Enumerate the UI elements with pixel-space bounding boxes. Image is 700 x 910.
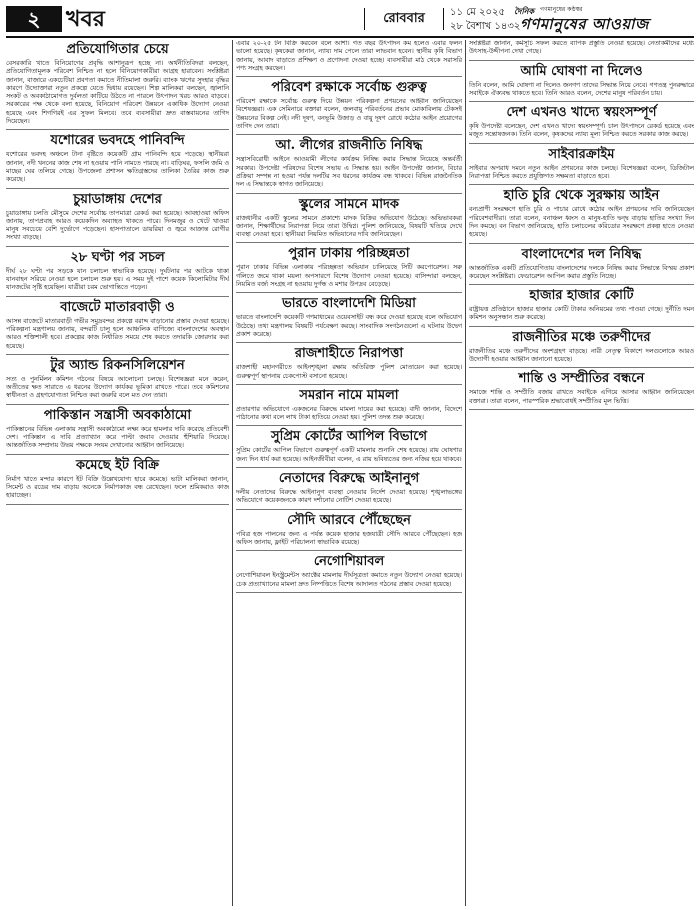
column-divider — [232, 40, 233, 906]
article — [236, 296, 462, 343]
article — [236, 197, 462, 244]
article-headline: স্কুলের সামনে মাদক — [299, 196, 399, 212]
article-body: রাজশাহী মহানগরীতে আইনশৃঙ্খলা রক্ষায় অতিরিক্ত পুলিশ মোতায়েন করা হয়েছে। গুরুত্বপূর্ণ স্থাপনায় চেকপোস্ট বসানো হয়েছে। — [236, 364, 462, 380]
article-body: নেগোশিয়াবল ইনস্ট্রুমেন্টস অ্যাক্টের মামলায় দীর্ঘসূত্রতা কমাতে নতুন উদ্যোগ নেওয়া হয়েছে। চেক প্রত্যাখ্যানের মামলা দ্রুত নিষ্পত্তিতে বিশেষ আদালত গঠনের প্রস্তাব দেওয়া হয়েছে। — [236, 572, 462, 588]
article-headline: আমি ঘোষণা না দিলেও — [520, 63, 643, 79]
article — [236, 388, 462, 427]
column-1 — [6, 40, 229, 906]
article-separator — [236, 292, 462, 293]
article-headline: প্রতিযোগিতার চেয়ে — [66, 42, 169, 57]
article — [6, 458, 229, 505]
article-separator — [236, 550, 462, 551]
article-separator — [469, 243, 694, 244]
article — [236, 346, 462, 385]
page-number: ২ — [6, 6, 62, 32]
article-separator — [6, 296, 229, 297]
article — [236, 554, 462, 593]
article-separator — [6, 504, 229, 505]
article-separator — [236, 134, 462, 135]
article-body: রাষ্ট্রায়ত্ত প্রতিষ্ঠানে হাজার হাজার কোটি টাকার অনিয়মের তথ্য পাওয়া গেছে। দুর্নীতি দমন কমিশন অনুসন্ধান শুরু করেছে। — [469, 306, 694, 322]
article-headline: হাজার হাজার কোটি — [529, 288, 634, 304]
article-separator — [469, 143, 694, 144]
article-body: সংশ্লিষ্টরা জানান, কর্মসূচি সফল করতে ব্যাপক প্রস্তুতি নেওয়া হয়েছে। নেতাকর্মীদের মধ্যে উৎসাহ-উদ্দীপনা দেখা গেছে। — [469, 40, 694, 56]
masthead-logo — [514, 4, 694, 34]
column-2 — [236, 40, 462, 906]
article — [236, 471, 462, 510]
article-headline: সৌদি আরবে পৌঁছেছেন — [287, 512, 411, 528]
article-separator — [6, 188, 229, 189]
article — [469, 105, 694, 144]
article-headline: নেগোশিয়াবল — [313, 554, 385, 570]
article-body: দীর্ঘ ২৮ ঘণ্টা পর সড়কে যান চলাচল স্বাভাবিক হয়েছে। দুর্ঘটনার পর আটকে থাকা যানবাহন সরিয়ে নেওয়া হলে চলাচল শুরু হয়। এ সময় দুই পাশে কয়েক কিলোমিটার দীর্ঘ যানজটের সৃষ্টি হয়েছিল। যাত্রীরা চরম ভোগান্তিতে পড়েন। — [6, 267, 229, 292]
article-separator — [6, 129, 229, 130]
article — [469, 330, 694, 369]
date-bengali: ২৮ বৈশাখ ১৪৩২ — [450, 21, 521, 32]
article — [469, 188, 694, 243]
article-separator — [6, 404, 229, 405]
article-headline: কমেছে ইট বিক্রি — [75, 457, 160, 473]
article — [236, 80, 462, 135]
article-body: যশোরের ভবদহ অঞ্চলে টানা বৃষ্টিতে কয়েকটি গ্রাম পানিবন্দি হয়ে পড়েছে। স্থানীয়রা জানান, নদী খননের কাজ শেষ না হওয়ায় পানি নামতে পারছে না। বাড়িঘর, ফসলি জমি ও মাছের ঘের তলিয়ে গেছে। উপজেলা প্রশাসন ক্ষতিগ্রস্তদের তালিকা তৈরির কাজ শুরু করেছে। — [6, 151, 229, 184]
article-body: রাজধানীর একটি স্কুলের সামনে প্রকাশ্যে মাদক বিক্রির অভিযোগ উঠেছে। অভিভাবকরা জানান, শিক্ষার্থীদের নিরাপত্তা নিয়ে তারা উদ্বিগ্ন। পুলিশ জানিয়েছে, বিষয়টি খতিয়ে দেখে ব্যবস্থা নেওয়া হবে। স্থানীয়রা নিয়মিত অভিযানের দাবি জানিয়েছেন। — [236, 214, 462, 239]
article-separator — [236, 76, 462, 77]
article-separator — [236, 509, 462, 510]
article-headline: পরিবেশ রক্ষাকে সর্বোচ্চ গুরুত্ব — [271, 80, 427, 96]
article-separator — [469, 60, 694, 61]
article-body: আন্তর্জাতিক একটি প্রতিযোগিতায় বাংলাদেশের দলকে নিষিদ্ধ করার সিদ্ধান্তে বিস্ময় প্রকাশ করেছেন সংশ্লিষ্টরা। ফেডারেশন আপিল করার প্রস্তুতি নিচ্ছে। — [469, 264, 694, 280]
article-headline: পুরান ঢাকায় পরিচ্ছন্নতা — [288, 246, 410, 262]
article-body: পরিবেশ রক্ষাকে সর্বোচ্চ গুরুত্ব দিয়ে উন্নয়ন পরিকল্পনা প্রণয়নের আহ্বান জানিয়েছেন বিশেষজ্ঞরা। এক সেমিনারে বক্তারা বলেন, জলবায়ু পরিবর্তনের প্রভাব মোকাবিলায় টেকসই উন্নয়নের বিকল্প নেই। নদী দূষণ, বনভূমি উজাড় ও বায়ু দূষণ রোধে কঠোর আইন প্রয়োগের তাগিদ দেন তারা। — [236, 98, 462, 131]
article-separator — [6, 354, 229, 355]
section-title: খবর — [66, 6, 105, 32]
article-body: ভারতে বাংলাদেশি কয়েকটি গণমাধ্যমের ওয়েবসাইট বন্ধ করে দেওয়া হয়েছে বলে অভিযোগ উঠেছে। তথ্য মন্ত্রণালয় বিষয়টি পর্যবেক্ষণ করছে। সাংবাদিক সংগঠনগুলো এ ঘটনায় উদ্বেগ প্রকাশ করেছে। — [236, 314, 462, 338]
article — [6, 300, 229, 355]
article-body: বেসরকারি খাতে বিনিয়োগের প্রবৃদ্ধি আশানুরূপ হচ্ছে না। অর্থনীতিবিদরা বলছেন, প্রতিযোগিতামূলক পরিবেশ নিশ্চিত না হলে বিনিয়োগকারীরা আগ্রহ হারাবেন। সংশ্লিষ্টরা জানান, বাজারে একচেটিয়া প্রবণতা কমাতে নীতিমালা জরুরি। ব্যাংক ঋণের সুদহার বৃদ্ধির কারণে উদ্যোক্তারা নতুন প্রকল্পে যেতে দ্বিধায় রয়েছেন। শিল্প মালিকরা বলছেন, জ্বালানি সংকট ও অবকাঠামোগত দুর্বলতা কাটিয়ে উঠতে না পারলে উৎপাদন খরচ আরও বাড়বে। সরকারের পক্ষ থেকে বলা হয়েছে, বিনিয়োগ পরিবেশ উন্নয়নে একাধিক উদ্যোগ নেওয়া হয়েছে এবং শিগগিরই এর সুফল মিলবে। তবে ব্যবসায়ীরা দ্রুত বাস্তবায়নের তাগিদ দিয়েছেন। — [6, 60, 229, 126]
article-separator — [469, 409, 694, 410]
article — [6, 192, 229, 247]
article-body: এবার ২০-২৫ টন বিক্রি করবেন বলে আশা। গত বছর উৎপাদন কম হলেও এবার ফলন ভালো হয়েছে। কৃষকেরা জানান, ন্যায্য দাম পেলে তারা লাভবান হবেন। স্থানীয় কৃষি বিভাগ জানায়, আবাদ বাড়াতে প্রশিক্ষণ ও প্রণোদনা দেওয়া হচ্ছে। ব্যবসায়ীরা মাঠ থেকে সরাসরি পণ্য সংগ্রহ করছেন। — [236, 40, 462, 72]
article — [236, 246, 462, 293]
article-separator — [469, 101, 694, 102]
article-headline: টুর অ্যান্ড রিকনসিলিয়েশন — [50, 357, 185, 373]
article — [469, 288, 694, 327]
article-headline: পাকিস্তান সন্ত্রাসী অবকাঠামো — [43, 407, 192, 423]
article-headline: বাজেটে মাতারবাড়ী ও — [60, 299, 175, 315]
article-headline: শান্তি ও সম্প্রীতির বন্ধনে — [518, 371, 645, 387]
date-gregorian: ১১ মে ২০২৫ — [450, 7, 505, 18]
article — [6, 408, 229, 455]
article-separator — [469, 367, 694, 368]
article-headline: বাংলাদেশের দল নিষিদ্ধ — [521, 246, 642, 262]
article-separator — [469, 326, 694, 327]
article-headline: নেতাদের বিরুদ্ধে আইনানুগ — [278, 471, 420, 487]
article-body: পুরান ঢাকার বিভিন্ন এলাকায় পরিচ্ছন্নতা অভিযান চালিয়েছে সিটি করপোরেশন। সরু গলিতে জমে থাকা ময়লা অপসারণে বিশেষ উদ্যোগ নেওয়া হয়েছে। বাসিন্দারা বলছেন, নিয়মিত বর্জ্য সংগ্রহ না হওয়ায় দুর্গন্ধ ও মশার উপদ্রব বেড়েছে। — [236, 264, 462, 289]
column-divider — [465, 40, 466, 906]
article-body: নির্মাণ খাতে মন্দার কারণে ইট বিক্রি উল্লেখযোগ্য হারে কমেছে। ভাটা মালিকরা জানান, সিমেন্ট ও রডের দাম বাড়ায় অনেকে নির্মাণকাজ বন্ধ রেখেছেন। ফলে শ্রমিকরাও কাজ হারাচ্ছেন। — [6, 475, 229, 500]
logo-prefix: দৈনিক — [514, 6, 535, 16]
article — [236, 138, 462, 193]
article — [6, 42, 229, 130]
article-headline: সাইবারক্রাইম — [548, 146, 615, 162]
article-body: তিনি বলেন, আমি ঘোষণা না দিলেও জনগণ তাদের সিদ্ধান্ত নিয়ে নেবে। গণতন্ত্র পুনরুদ্ধারে সবাইকে ঐক্যবদ্ধ থাকতে হবে। তিনি আরও বলেন, দেশের মানুষ পরিবর্তন চায়। — [469, 81, 694, 97]
article — [6, 250, 229, 297]
article-body: সাইবার অপরাধ দমনে নতুন আইন প্রণয়নের কাজ চলছে। বিশেষজ্ঞরা বলেন, ডিজিটাল নিরাপত্তা নিশ্চিত করতে প্রযুক্তিগত সক্ষমতা বাড়াতে হবে। — [469, 164, 694, 181]
article — [6, 358, 229, 405]
article-headline: ভারতে বাংলাদেশি মিডিয়া — [282, 296, 416, 312]
article-body: সত্য ও পুনর্মিলন কমিশন গঠনের বিষয়ে আলোচনা চলছে। বিশেষজ্ঞরা মনে করেন, অতীতের ক্ষত সারাতে এ ধরনের উদ্যোগ কার্যকর ভূমিকা রাখতে পারে। তবে কমিশনের স্বাধীনতা ও গ্রহণযোগ্যতা নিশ্চিত করা জরুরি বলে মত দেন তারা। — [6, 375, 229, 400]
article-separator — [236, 242, 462, 243]
article-body: দলীয় নেতাদের বিরুদ্ধে আইনানুগ ব্যবস্থা নেওয়ার নির্দেশ দেওয়া হয়েছে। শৃঙ্খলাভঙ্গের অভিযোগে কয়েকজনকে কারণ দর্শানোর নোটিশ দেওয়া হয়েছে। — [236, 489, 462, 505]
article-headline: সুপ্রিম কোর্টের আপিল বিভাগে — [271, 429, 427, 445]
article — [236, 40, 462, 77]
article-separator — [236, 342, 462, 343]
article-body: কৃষি উপদেষ্টা বলেছেন, দেশ এখনও খাদ্যে স্বয়ংসম্পূর্ণ। চাল উৎপাদনে রেকর্ড হয়েছে এবং মজুত সন্তোষজনক। তিনি বলেন, কৃষকদের ন্যায্য মূল্য নিশ্চিত করতে সরকার কাজ করছে। — [469, 123, 694, 139]
article-body: পাকিস্তানের বিভিন্ন এলাকায় সন্ত্রাসী অবকাঠামো লক্ষ্য করে হামলার দাবি করেছে প্রতিবেশী দেশ। পাকিস্তান এ দাবি প্রত্যাখ্যান করে পাল্টা জবাব দেওয়ার হুঁশিয়ারি দিয়েছে। আন্তর্জাতিক সম্প্রদায় উভয় পক্ষকে সংযম দেখানোর আহ্বান জানিয়েছে। — [6, 425, 229, 450]
article-body: আসন্ন বাজেটে মাতারবাড়ী গভীর সমুদ্রবন্দর প্রকল্পে বরাদ্দ বাড়ানোর প্রস্তাব দেওয়া হয়েছে। পরিকল্পনা মন্ত্রণালয় জানায়, বন্দরটি চালু হলে আঞ্চলিক বাণিজ্যে বাংলাদেশের অবস্থান আরও শক্তিশালী হবে। প্রকল্পের কাজ নির্ধারিত সময়ে শেষ করতে তদারকি জোরদার করা হয়েছে। — [6, 317, 229, 350]
article-body: রাজনীতির মঞ্চে তরুণীদের অংশগ্রহণ বাড়ছে। নারী নেতৃত্ব বিকাশে দলগুলোকে আরও উদ্যোগী হওয়ার আহ্বান জানানো হয়েছে। — [469, 347, 694, 364]
article-separator — [469, 184, 694, 185]
article — [469, 371, 694, 410]
article-headline: দেশ এখনও খাদ্যে স্বয়ংসম্পূর্ণ — [506, 105, 657, 121]
article — [236, 429, 462, 468]
article — [236, 513, 462, 552]
weekday: রোববার — [364, 8, 444, 30]
article-separator — [469, 284, 694, 285]
article-separator — [236, 467, 462, 468]
article-headline: আ. লীগের রাজনীতি নিষিদ্ধ — [275, 138, 423, 154]
article — [469, 147, 694, 186]
article-headline: হাতি চুরি থেকে সুরক্ষায় আইন — [503, 188, 660, 204]
article-body: বন্যপ্রাণী সংরক্ষণে হাতি চুরি ও পাচার রোধে কঠোর আইন প্রণয়নের দাবি জানিয়েছেন পরিবেশবাদীরা। তারা বলেন, বনাঞ্চল ধ্বংস ও মানুষ-হাতি দ্বন্দ্ব বাড়ায় হাতির সংখ্যা দিন দিন কমছে। বন বিভাগ জানিয়েছে, হাতি চলাচলের করিডোর সংরক্ষণে প্রকল্প হাতে নেওয়া হয়েছে। — [469, 206, 694, 239]
article-headline: চুয়াডাঙ্গায় দেশের — [73, 191, 162, 207]
article-headline: রাজশাহীতে নিরাপত্তা — [294, 346, 404, 362]
article — [469, 247, 694, 286]
article-body: সুপ্রিম কোর্টের আপিল বিভাগে গুরুত্বপূর্ণ একটি মামলার শুনানি শেষ হয়েছে। রায় ঘোষণার জন্য দিন ধার্য করা হয়েছে। আইনজীবীরা বলেন, এ রায় ভবিষ্যতের জন্য নজির হয়ে থাকবে। — [236, 447, 462, 463]
article-separator — [236, 384, 462, 385]
article-body: সমাজে শান্তি ও সম্প্রীতি বজায় রাখতে সবাইকে এগিয়ে আসার আহ্বান জানিয়েছেন বক্তারা। তারা বলেন, পারস্পরিক শ্রদ্ধাবোধই সম্প্রীতির মূল ভিত্তি। — [469, 389, 694, 405]
logo-name: গণমানুষের আওয়াজ — [520, 15, 649, 33]
article-body: পবিত্র হজ পালনের জন্য এ পর্যন্ত কয়েক হাজার হজযাত্রী সৌদি আরবে পৌঁছেছেন। হজ অফিস জানায়, ফ্লাইট পরিচালনা স্বাভাবিক রয়েছে। — [236, 530, 462, 546]
page-header — [6, 4, 694, 38]
article-headline: যশোরের ভবদহে পানিবন্দি — [50, 133, 185, 149]
article-separator — [236, 193, 462, 194]
article-headline: সমরান নামে মামলা — [299, 387, 399, 403]
article — [6, 133, 229, 188]
article — [469, 64, 694, 103]
article-headline: ২৮ ঘণ্টা পর সচল — [70, 249, 165, 265]
article-separator — [236, 425, 462, 426]
logo-tagline: গণমানুষের কণ্ঠস্বর — [540, 6, 583, 13]
article-body: চুয়াডাঙ্গায় চলতি মৌসুমে দেশের সর্বোচ্চ তাপমাত্রা রেকর্ড করা হয়েছে। আবহাওয়া অফিস জানায়, তাপপ্রবাহ আরও কয়েকদিন অব্যাহত থাকতে পারে। দিনমজুর ও খেটে খাওয়া মানুষ সবচেয়ে বেশি দুর্ভোগে পড়েছেন। হাসপাতালে ডায়রিয়া ও জ্বরে আক্রান্ত রোগীর সংখ্যা বাড়ছে। — [6, 209, 229, 242]
article-separator — [236, 592, 462, 593]
column-3 — [469, 40, 694, 906]
article-separator — [6, 246, 229, 247]
article-body: সন্ত্রাসবিরোধী আইনে আওয়ামী লীগের কার্যক্রম নিষিদ্ধ করার সিদ্ধান্ত নিয়েছে অন্তর্বর্তী সরকার। উপদেষ্টা পরিষদের বিশেষ সভায় এ সিদ্ধান্ত হয়। আইন উপদেষ্টা জানান, বিচার প্রক্রিয়া সম্পন্ন না হওয়া পর্যন্ত দলটির সব ধরনের কার্যক্রম বন্ধ থাকবে। বিভিন্ন রাজনৈতিক দল এ সিদ্ধান্তকে স্বাগত জানিয়েছে। — [236, 156, 462, 189]
article-headline: রাজনীতির মঞ্চে তরুণীদের — [512, 329, 651, 345]
article — [469, 40, 694, 61]
article-body: প্রতারণার অভিযোগে একজনের বিরুদ্ধে মামলা দায়ের করা হয়েছে। বাদী জানান, বিদেশে পাঠানোর কথা বলে লাখ টাকা হাতিয়ে নেওয়া হয়। পুলিশ তদন্ত শুরু করেছে। — [236, 405, 462, 422]
article-separator — [6, 454, 229, 455]
